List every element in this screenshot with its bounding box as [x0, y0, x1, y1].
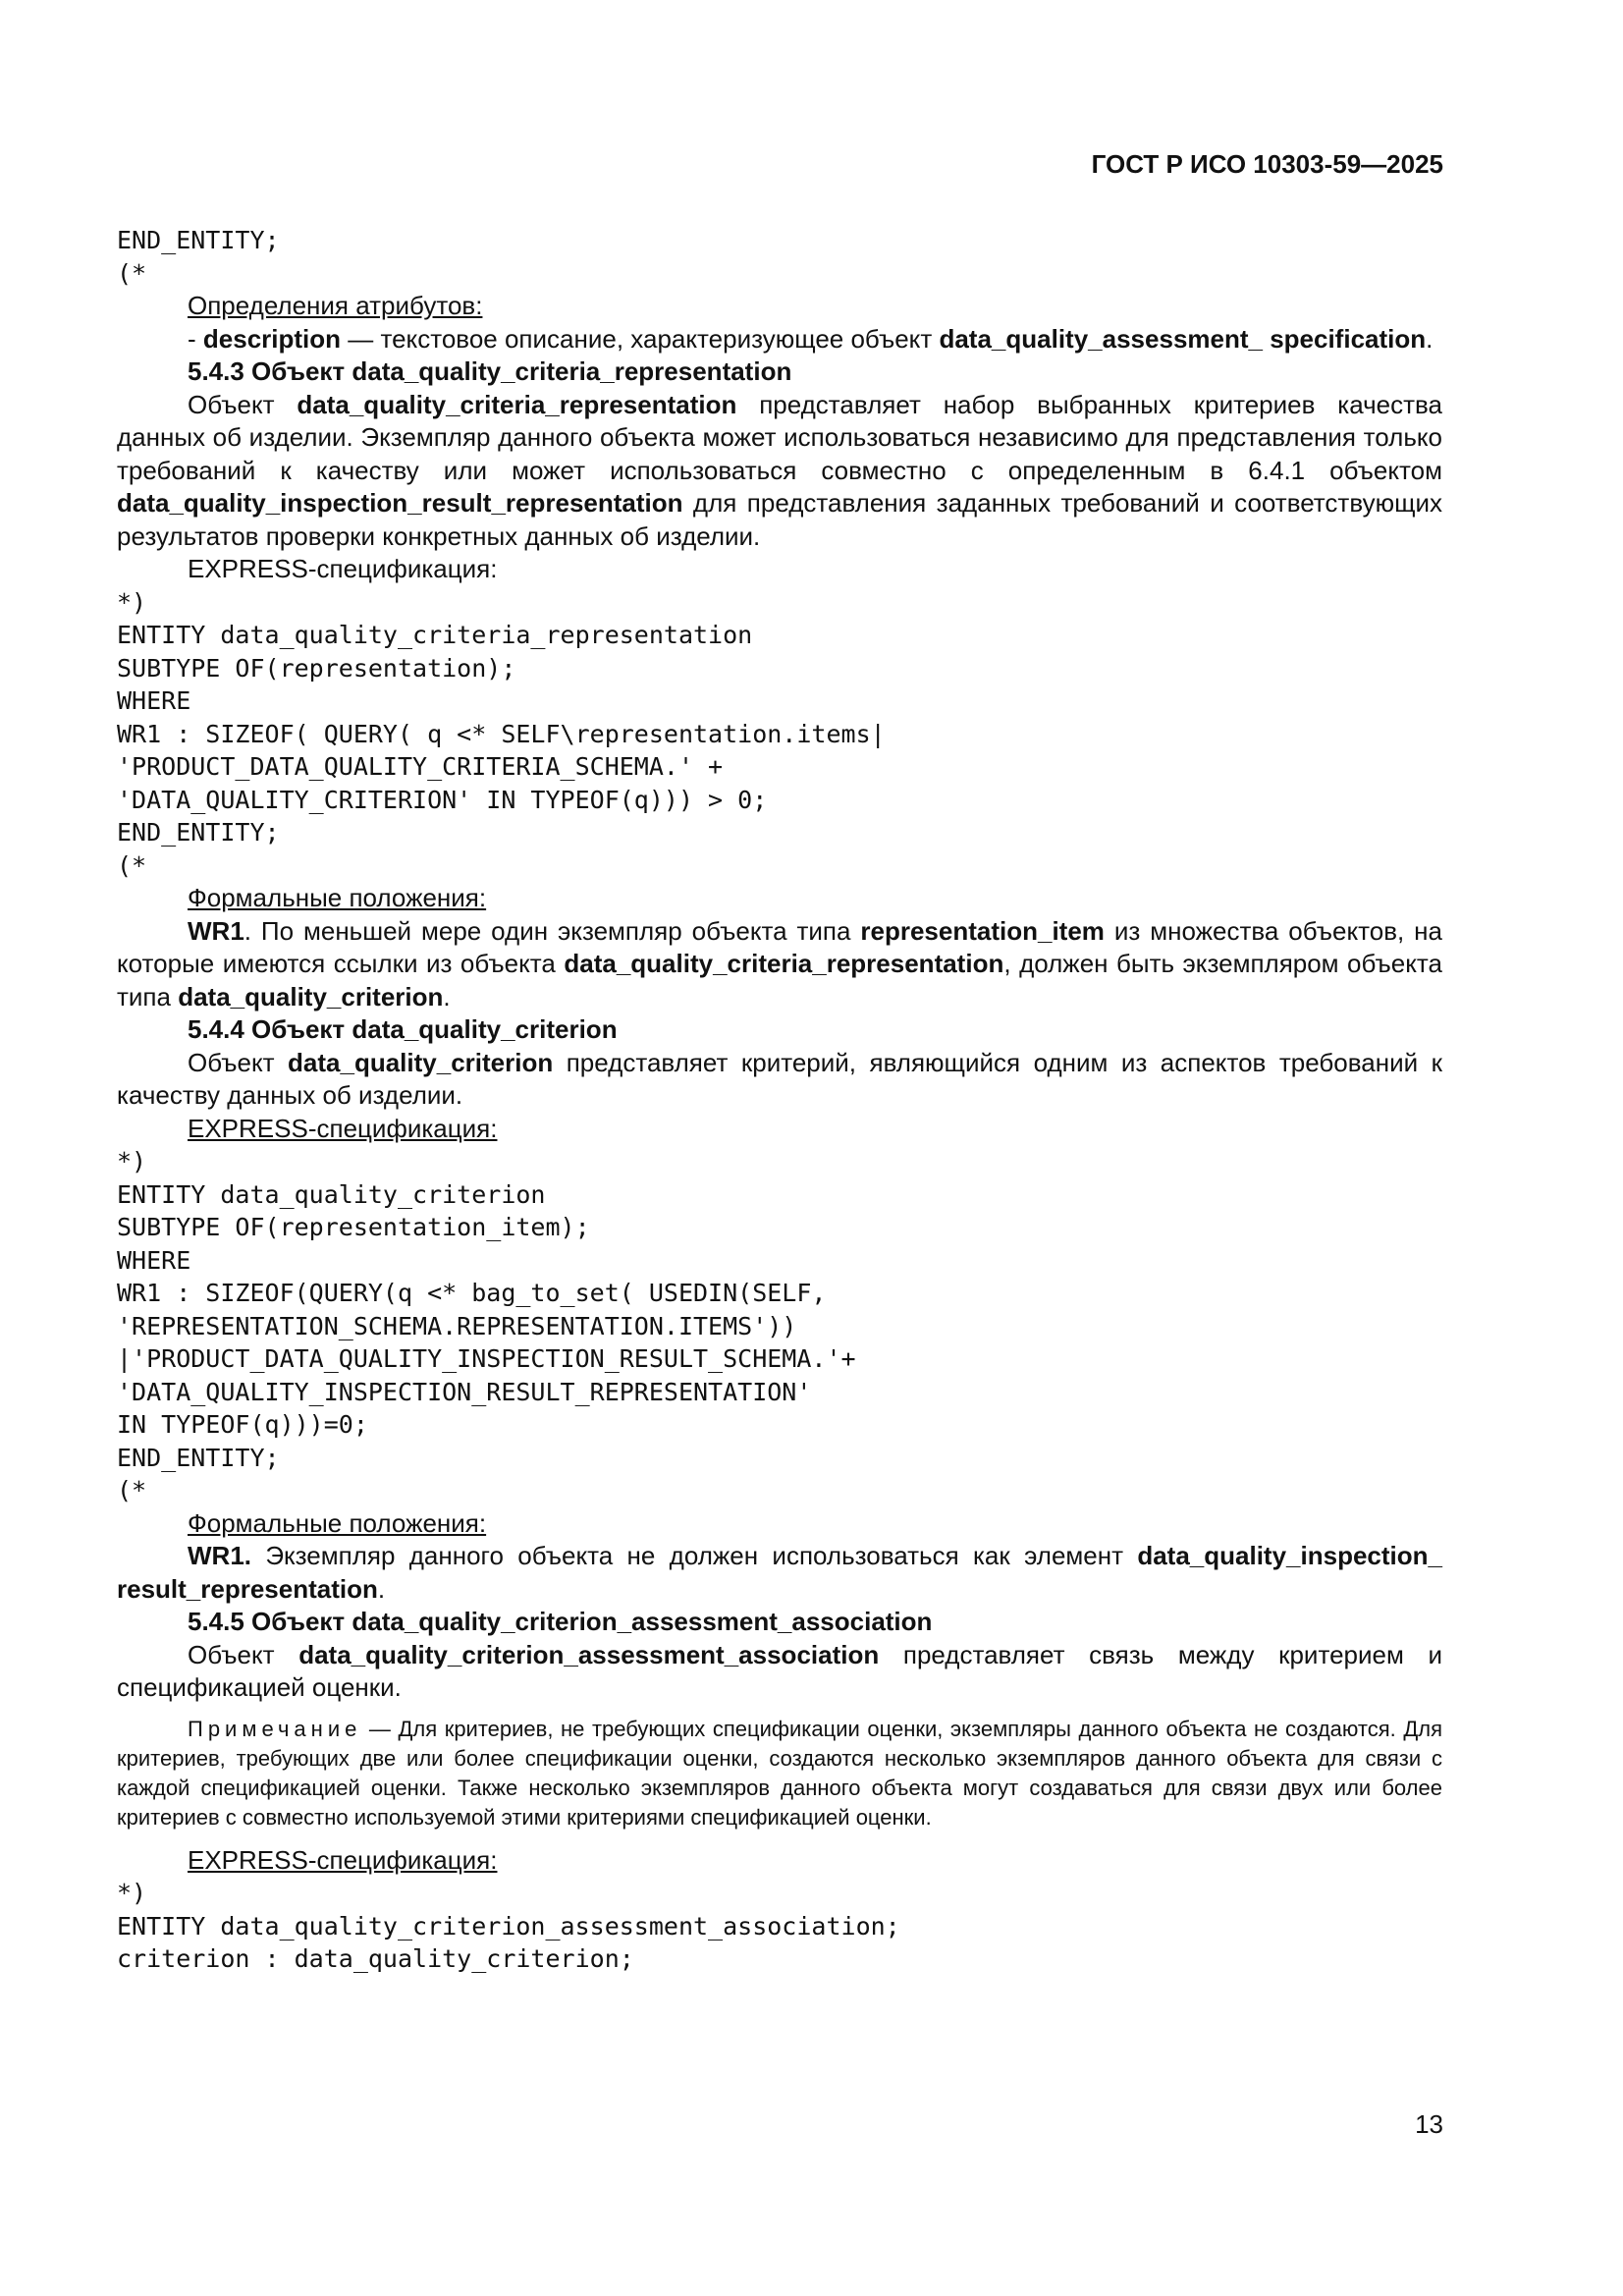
code-end-entity: END_ENTITY;	[117, 226, 280, 254]
page-content	[117, 224, 1442, 1976]
code-comment-open: (*	[117, 258, 147, 288]
note-label: Примечание	[188, 1716, 362, 1741]
formal-rule-5-4-4: WR1. Экземпляр данного объекта не должен использоваться как элемент data_quality_inspection_ result_representation.	[117, 1541, 1442, 1604]
page-number: 13	[1415, 2109, 1443, 2139]
code-block-5-4-5: *) ENTITY data_quality_criterion_assessment_association; criterion : data_quality_criterion;	[117, 1879, 900, 1973]
attr-description: - description — текстовое описание, характеризующее объект data_quality_assessment_ specification.	[188, 323, 1434, 354]
section-heading-5-4-3: 5.4.3 Объект data_quality_criteria_representation	[188, 356, 792, 386]
formal-label-5-4-4: Формальные положения:	[188, 1507, 487, 1538]
note-5-4-5	[117, 1715, 1442, 1832]
express-label-5-4-4: EXPRESS-спецификация:	[188, 1113, 498, 1143]
code-block-5-4-4: *) ENTITY data_quality_criterion SUBTYPE OF(representation_item); WHERE WR1 : SIZEOF(QUERY(q <* bag_to_set( USEDIN(SELF, 'REPRESENTATION_SCHEMA.REPRESENTATION.ITEMS')) |'PRODUCT_DATA_QUALITY_INSPECTION_RESULT_SCHEMA.'+ 'DATA_QUALITY_INSPECTION_RESULT_REPRESENTATION' IN TYPEOF(q)))=0; END_ENTITY; (*	[117, 1147, 856, 1504]
section-5-4-3-text: Объект data_quality_criteria_representation представляет набор выбранных критериев качества данных об изделии. Экземпляр данного объекта может использоваться независимо для представления только требований к качеству или может использоваться совместно с определенным в 6.4.1 объектом data_quality_inspection_result_representation для представления заданных требований и соответствующих результатов проверки конкретных данных об изделии.	[117, 389, 1443, 551]
section-heading-5-4-4: 5.4.4 Объект data_quality_criterion	[188, 1014, 618, 1044]
attr-heading-text: Определения атрибутов:	[188, 291, 483, 320]
express-label-5-4-5: EXPRESS-спецификация:	[188, 1844, 498, 1875]
code-block-5-4-3: *) ENTITY data_quality_criteria_representation SUBTYPE OF(representation); WHERE WR1 : SIZEOF( QUERY( q <* SELF\representation.items| 'PRODUCT_DATA_QUALITY_CRITERIA_SCHEMA.' + 'DATA_QUALITY_CRITERION' IN TYPEOF(q))) > 0; END_ENTITY; (*	[117, 587, 886, 880]
express-label-5-4-3: EXPRESS-спецификация:	[188, 554, 498, 583]
section-heading-5-4-5: 5.4.5 Объект data_quality_criterion_assessment_association	[188, 1607, 933, 1636]
section-5-4-5-text: Объект data_quality_criterion_assessment_association представляет связь между критерием и спецификацией оценки.	[117, 1639, 1443, 1702]
section-5-4-4-text: Объект data_quality_criterion представляет критерий, являющийся одним из аспектов требований к качеству данных об изделии.	[117, 1047, 1442, 1110]
note-text: — Для критериев, не требующих спецификации оценки, экземпляры данного объекта не создаются. Для критериев, требующих две или более спецификации оценки, создаются несколько экземпляров данного объекта для связи с каждой спецификацией оценки. Также несколько экземпляров данного объекта могут создаваться для связи двух или более критериев с совместно используемой этими критериями спецификацией оценки.	[117, 1716, 1442, 1830]
attr-definitions-heading	[117, 290, 1442, 323]
formal-label-5-4-3: Формальные положения:	[188, 883, 487, 912]
formal-rule-5-4-3: WR1. По меньшей мере один экземпляр объекта типа representation_item из множества объектов, на которые имеются ссылки из объекта data_quality_criteria_representation, должен быть экземпляром объекта типа data_quality_criterion.	[117, 915, 1443, 1011]
document-header: ГОСТ Р ИСО 10303-59—2025	[1091, 149, 1443, 179]
